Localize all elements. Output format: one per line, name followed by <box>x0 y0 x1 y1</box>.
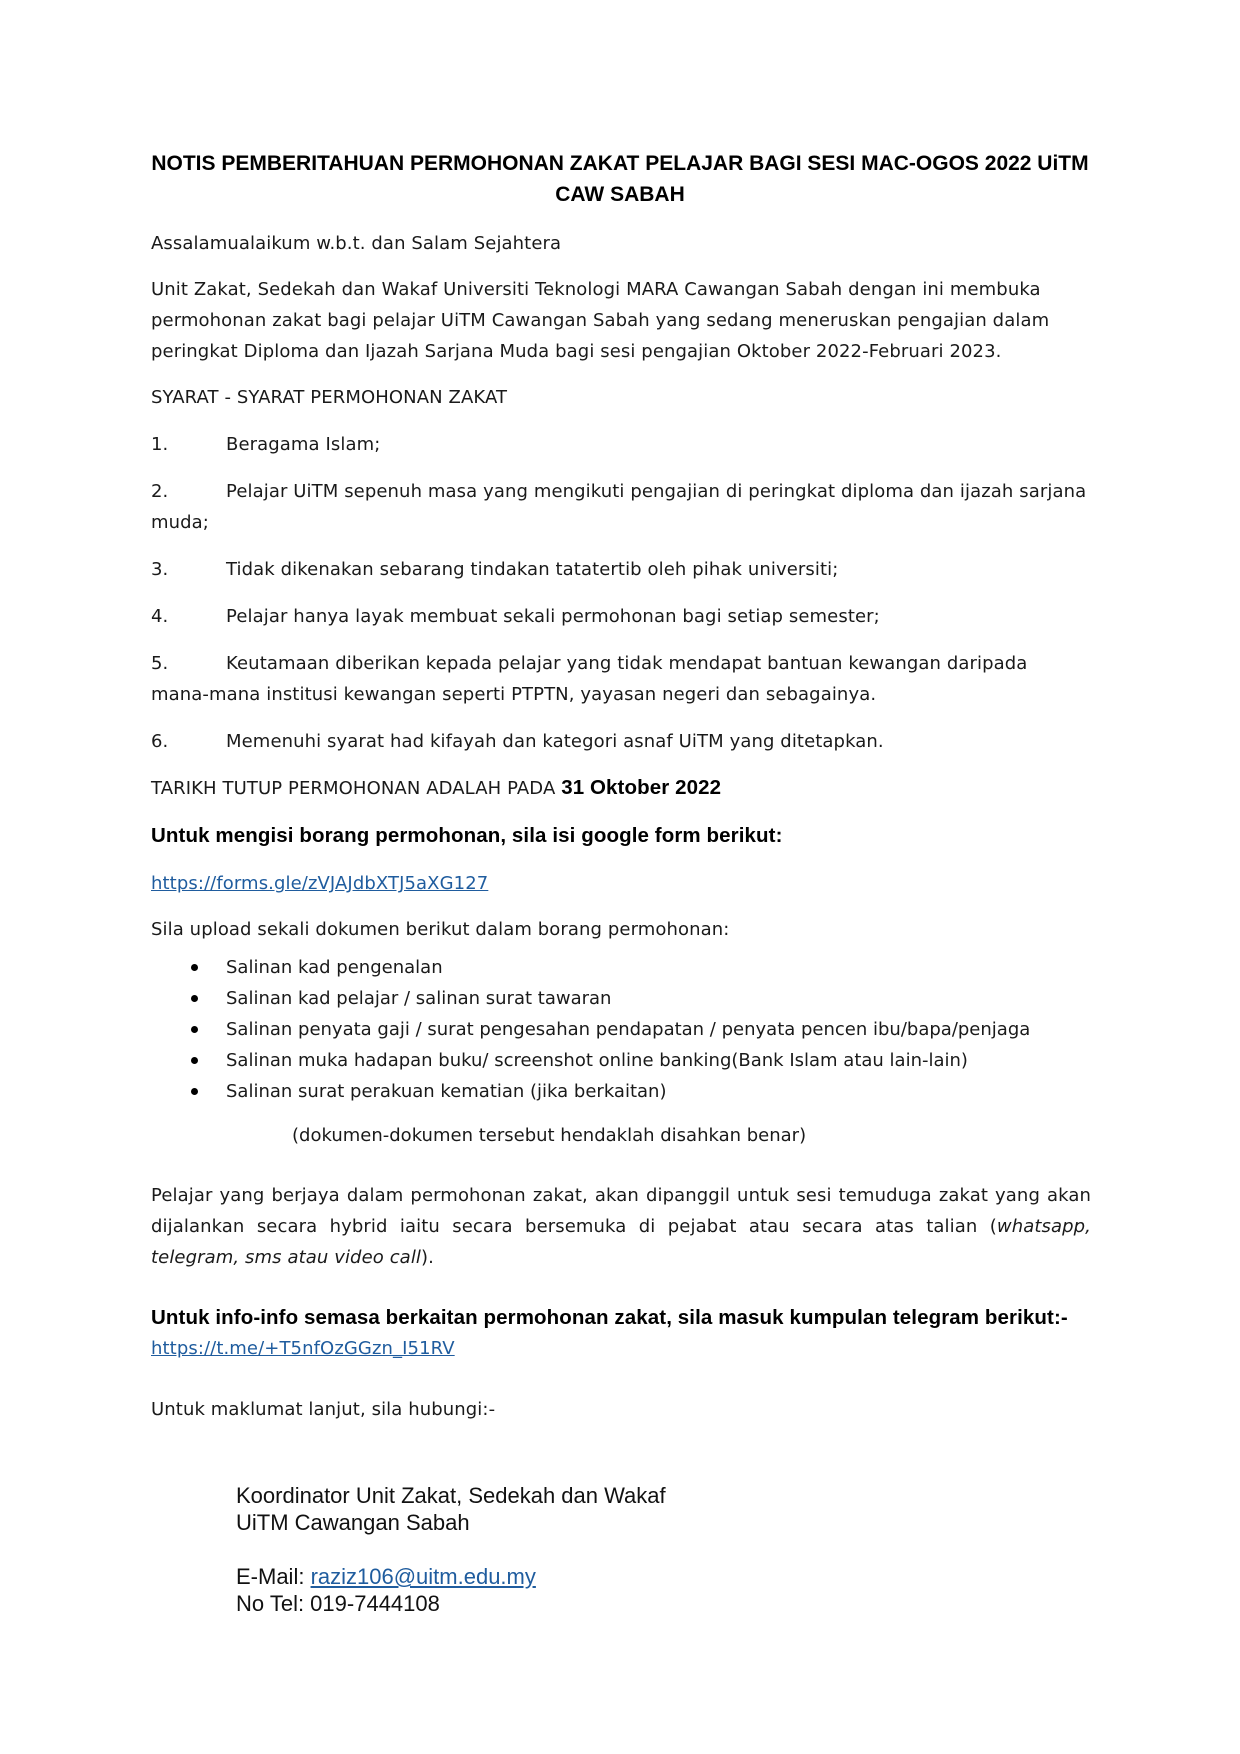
interview-channels: whatsapp, telegram, sms atau video call <box>151 1216 1091 1268</box>
requirement-number: 6. <box>151 731 169 752</box>
requirement-number: 4. <box>151 606 169 627</box>
telegram-link-line <box>151 1333 1091 1364</box>
document-text: Salinan kad pelajar / salinan surat tawaran <box>226 988 612 1009</box>
contact-phone: No Tel: 019-7444108 <box>236 1591 440 1616</box>
interview-paragraph <box>151 1180 1091 1273</box>
bullet-icon <box>191 1057 198 1064</box>
greeting: Assalamualaikum w.b.t. dan Salam Sejahtera <box>151 233 562 254</box>
form-instruction: Untuk mengisi borang permohonan, sila isi google form berikut: <box>151 824 783 847</box>
requirement-number: 1. <box>151 434 169 455</box>
requirement-item <box>151 429 1091 460</box>
requirement-text: Pelajar hanya layak membuat sekali permohonan bagi setiap semester; <box>226 606 880 627</box>
upload-instruction: Sila upload sekali dokumen berikut dalam borang permohonan: <box>151 919 730 940</box>
requirement-item <box>151 554 1091 585</box>
document-text: Salinan kad pengenalan <box>226 957 443 978</box>
document-item <box>151 1045 1111 1076</box>
deadline-line <box>151 772 1091 804</box>
bullet-icon <box>191 995 198 1002</box>
document-item <box>151 983 1111 1014</box>
contact-email-line <box>236 1563 666 1590</box>
email-link[interactable]: raziz106@uitm.edu.my <box>310 1564 536 1589</box>
requirement-text: Memenuhi syarat had kifayah dan kategori asnaf UiTM yang ditetapkan. <box>226 731 884 752</box>
requirement-number: 2. <box>151 481 169 502</box>
requirement-text: Beragama Islam; <box>226 434 381 455</box>
document-item <box>151 1014 1111 1045</box>
requirement-item <box>151 648 1091 710</box>
deadline-label: TARIKH TUTUP PERMOHONAN ADALAH PADA <box>151 778 562 799</box>
google-form-link[interactable]: https://forms.gle/zVJAJdbXTJ5aXG127 <box>151 873 489 894</box>
requirement-item <box>151 601 1091 632</box>
telegram-instruction: Untuk info-info semasa berkaitan permohonan zakat, sila masuk kumpulan telegram berikut:- <box>151 1306 1068 1329</box>
requirement-item <box>151 726 1091 757</box>
requirement-text: Tidak dikenakan sebarang tindakan tatatertib oleh pihak universiti; <box>226 559 839 580</box>
requirement-number: 3. <box>151 559 169 580</box>
requirement-text: Pelajar UiTM sepenuh masa yang mengikuti pengajian di peringkat diploma dan ijazah sarjana muda; <box>151 481 1087 533</box>
bullet-icon <box>191 1088 198 1095</box>
contact-block <box>236 1482 666 1617</box>
bullet-icon <box>191 1026 198 1033</box>
contact-branch: UiTM Cawangan Sabah <box>236 1510 470 1535</box>
document-item <box>151 952 1111 983</box>
documents-note: (dokumen-dokumen tersebut hendaklah disahkan benar) <box>292 1125 807 1146</box>
requirements-heading: SYARAT - SYARAT PERMOHONAN ZAKAT <box>151 387 508 408</box>
document-text: Salinan muka hadapan buku/ screenshot online banking(Bank Islam atau lain-lain) <box>226 1050 968 1071</box>
document-text: Salinan surat perakuan kematian (jika berkaitan) <box>226 1081 667 1102</box>
email-label: E-Mail: <box>236 1564 311 1589</box>
document-item <box>151 1076 1111 1107</box>
form-link-line <box>151 868 1091 899</box>
notice-title: NOTIS PEMBERITAHUAN PERMOHONAN ZAKAT PELAJAR BAGI SESI MAC-OGOS 2022 UiTM CAW SABAH <box>151 152 1089 206</box>
interview-end: ). <box>421 1247 434 1268</box>
telegram-link[interactable]: https://t.me/+T5nfOzGGzn_I51RV <box>151 1338 455 1359</box>
interview-text: Pelajar yang berjaya dalam permohonan zakat, akan dipanggil untuk sesi temuduga zakat yang akan dijalankan secara hybrid iaitu secara bersemuka di pejabat atau secara atas talian ( <box>151 1185 1091 1237</box>
intro-paragraph: Unit Zakat, Sedekah dan Wakaf Universiti Teknologi MARA Cawangan Sabah dengan ini membuka permohonan zakat bagi pelajar UiTM Cawangan Sabah yang sedang meneruskan pengajian dalam peringkat Diploma dan Ijazah Sarjana Muda bagi sesi pengajian Oktober 2022-Februari 2023. <box>151 279 1050 362</box>
requirement-text: Keutamaan diberikan kepada pelajar yang tidak mendapat bantuan kewangan daripada mana-mana institusi kewangan seperti PTPTN, yayasan negeri dan sebagainya. <box>151 653 1028 705</box>
contact-title: Koordinator Unit Zakat, Sedekah dan Wakaf <box>236 1483 666 1508</box>
deadline-date: 31 Oktober 2022 <box>561 776 722 799</box>
bullet-icon <box>191 964 198 971</box>
documents-list <box>151 952 1111 1107</box>
further-info: Untuk maklumat lanjut, sila hubungi:- <box>151 1399 496 1420</box>
document-text: Salinan penyata gaji / surat pengesahan pendapatan / penyata pencen ibu/bapa/penjaga <box>226 1019 1031 1040</box>
requirement-item <box>151 476 1091 538</box>
requirement-number: 5. <box>151 653 169 674</box>
